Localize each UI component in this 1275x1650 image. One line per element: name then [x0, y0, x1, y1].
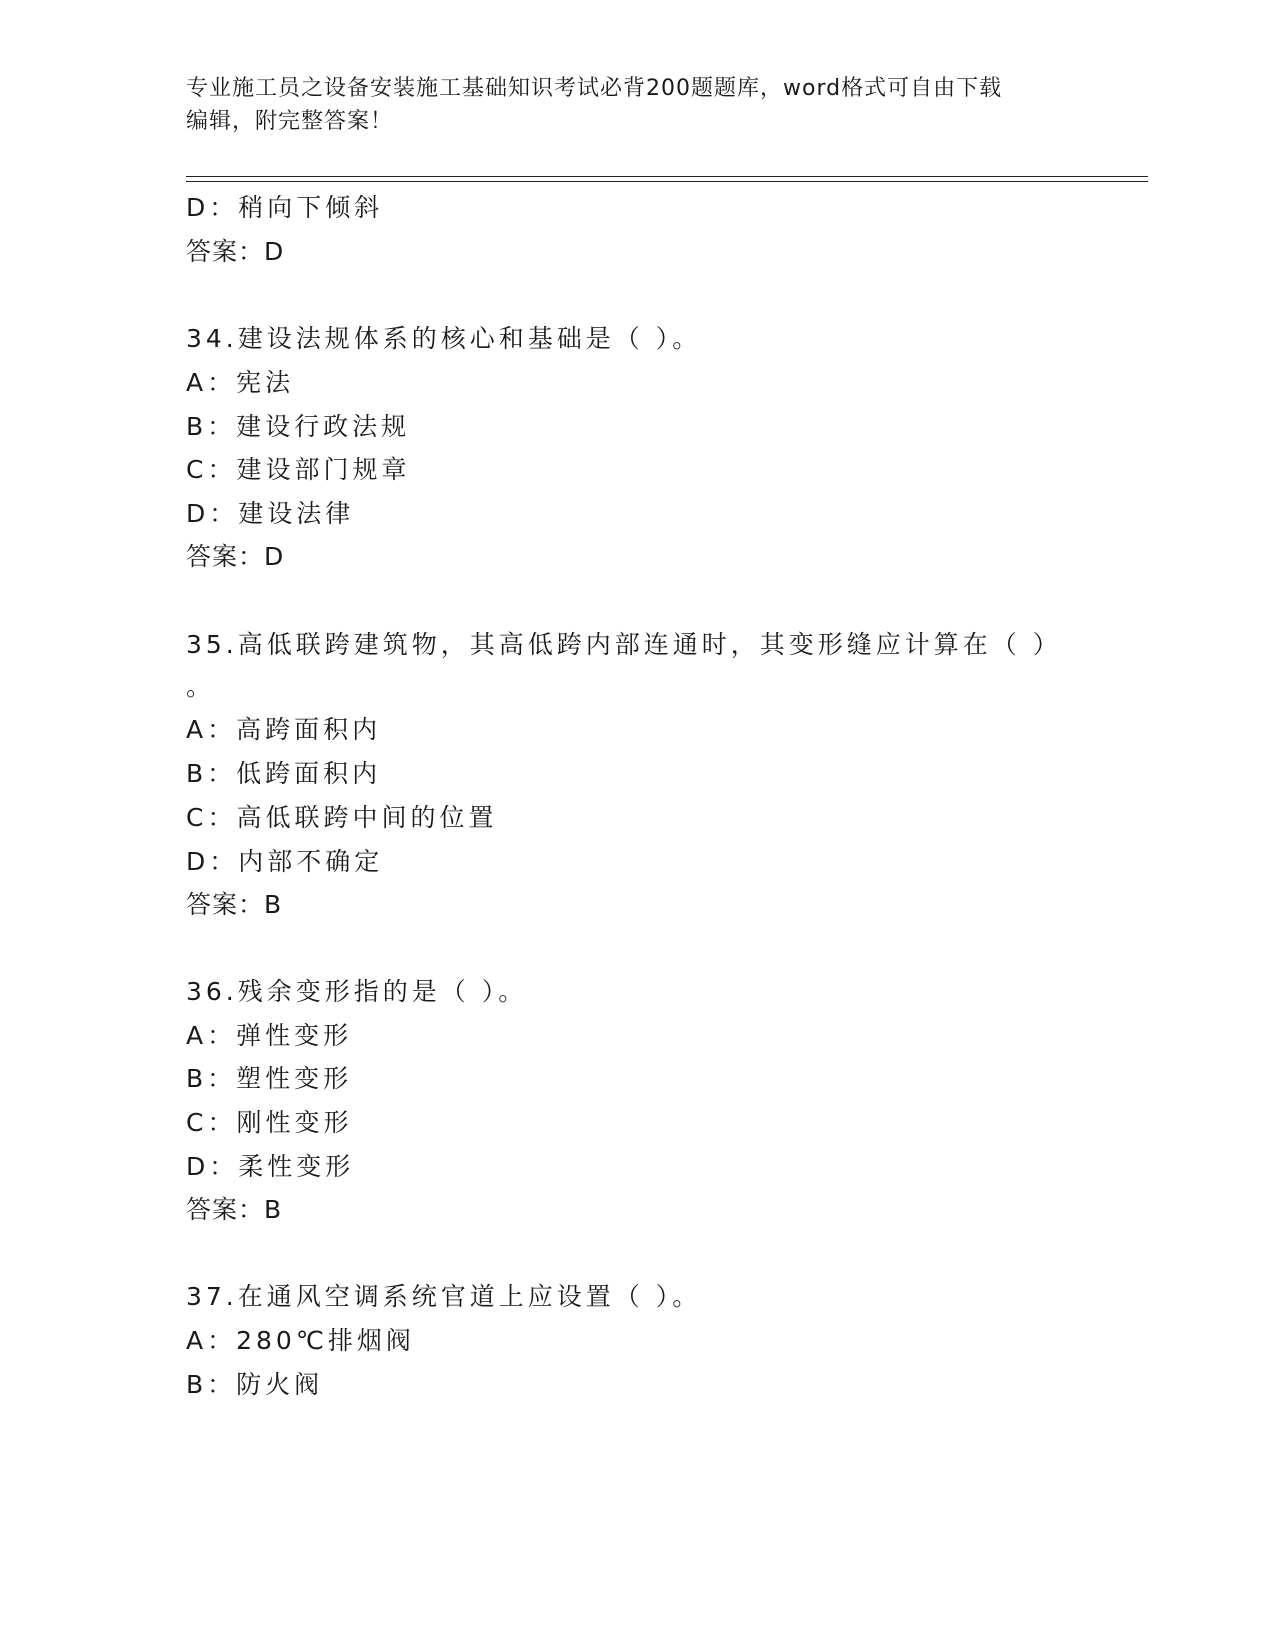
q37-option-a: A：280℃排烟阀 — [186, 1326, 415, 1355]
q33-option-d: D：稍向下倾斜 — [186, 193, 384, 222]
q36-option-d: D：柔性变形 — [186, 1152, 355, 1181]
q34-answer: 答案：D — [186, 542, 285, 571]
q37-question: 37.在通风空调系统官道上应设置（ ）。 — [186, 1282, 702, 1311]
q36-answer: 答案：B — [186, 1195, 283, 1224]
header-title-line-2: 编辑，附完整答案！ — [186, 109, 394, 134]
q35-option-c: C：高低联跨中间的位置 — [186, 803, 498, 832]
q35-option-a: A：高跨面积内 — [186, 715, 382, 744]
document-header — [186, 72, 1066, 138]
q36-option-a: A：弹性变形 — [186, 1021, 353, 1050]
q35-question-continued: 。 — [186, 672, 216, 701]
header-title-line-1: 专业施工员之设备安装施工基础知识考试必背200题题库，word格式可自由下载 — [186, 76, 1003, 101]
q36-question: 36.残余变形指的是（ ）。 — [186, 977, 528, 1006]
q34-option-d: D：建设法律 — [186, 499, 355, 528]
q35-option-b: B：低跨面积内 — [186, 759, 382, 788]
q34-option-c: C：建设部门规章 — [186, 455, 411, 484]
header-divider-bottom — [186, 181, 1148, 182]
q35-answer: 答案：B — [186, 890, 283, 919]
q36-option-c: C：刚性变形 — [186, 1108, 353, 1137]
q34-question: 34.建设法规体系的核心和基础是（ ）。 — [186, 324, 702, 353]
q35-option-d: D：内部不确定 — [186, 847, 384, 876]
q35-question: 35.高低联跨建筑物，其高低跨内部连通时，其变形缝应计算在（ ） — [186, 630, 1062, 659]
q37-option-b: B：防火阀 — [186, 1370, 324, 1399]
q33-answer: 答案：D — [186, 237, 285, 266]
q34-option-b: B：建设行政法规 — [186, 412, 411, 441]
q36-option-b: B：塑性变形 — [186, 1064, 353, 1093]
q34-option-a: A：宪法 — [186, 368, 295, 397]
header-divider-top — [186, 176, 1148, 177]
